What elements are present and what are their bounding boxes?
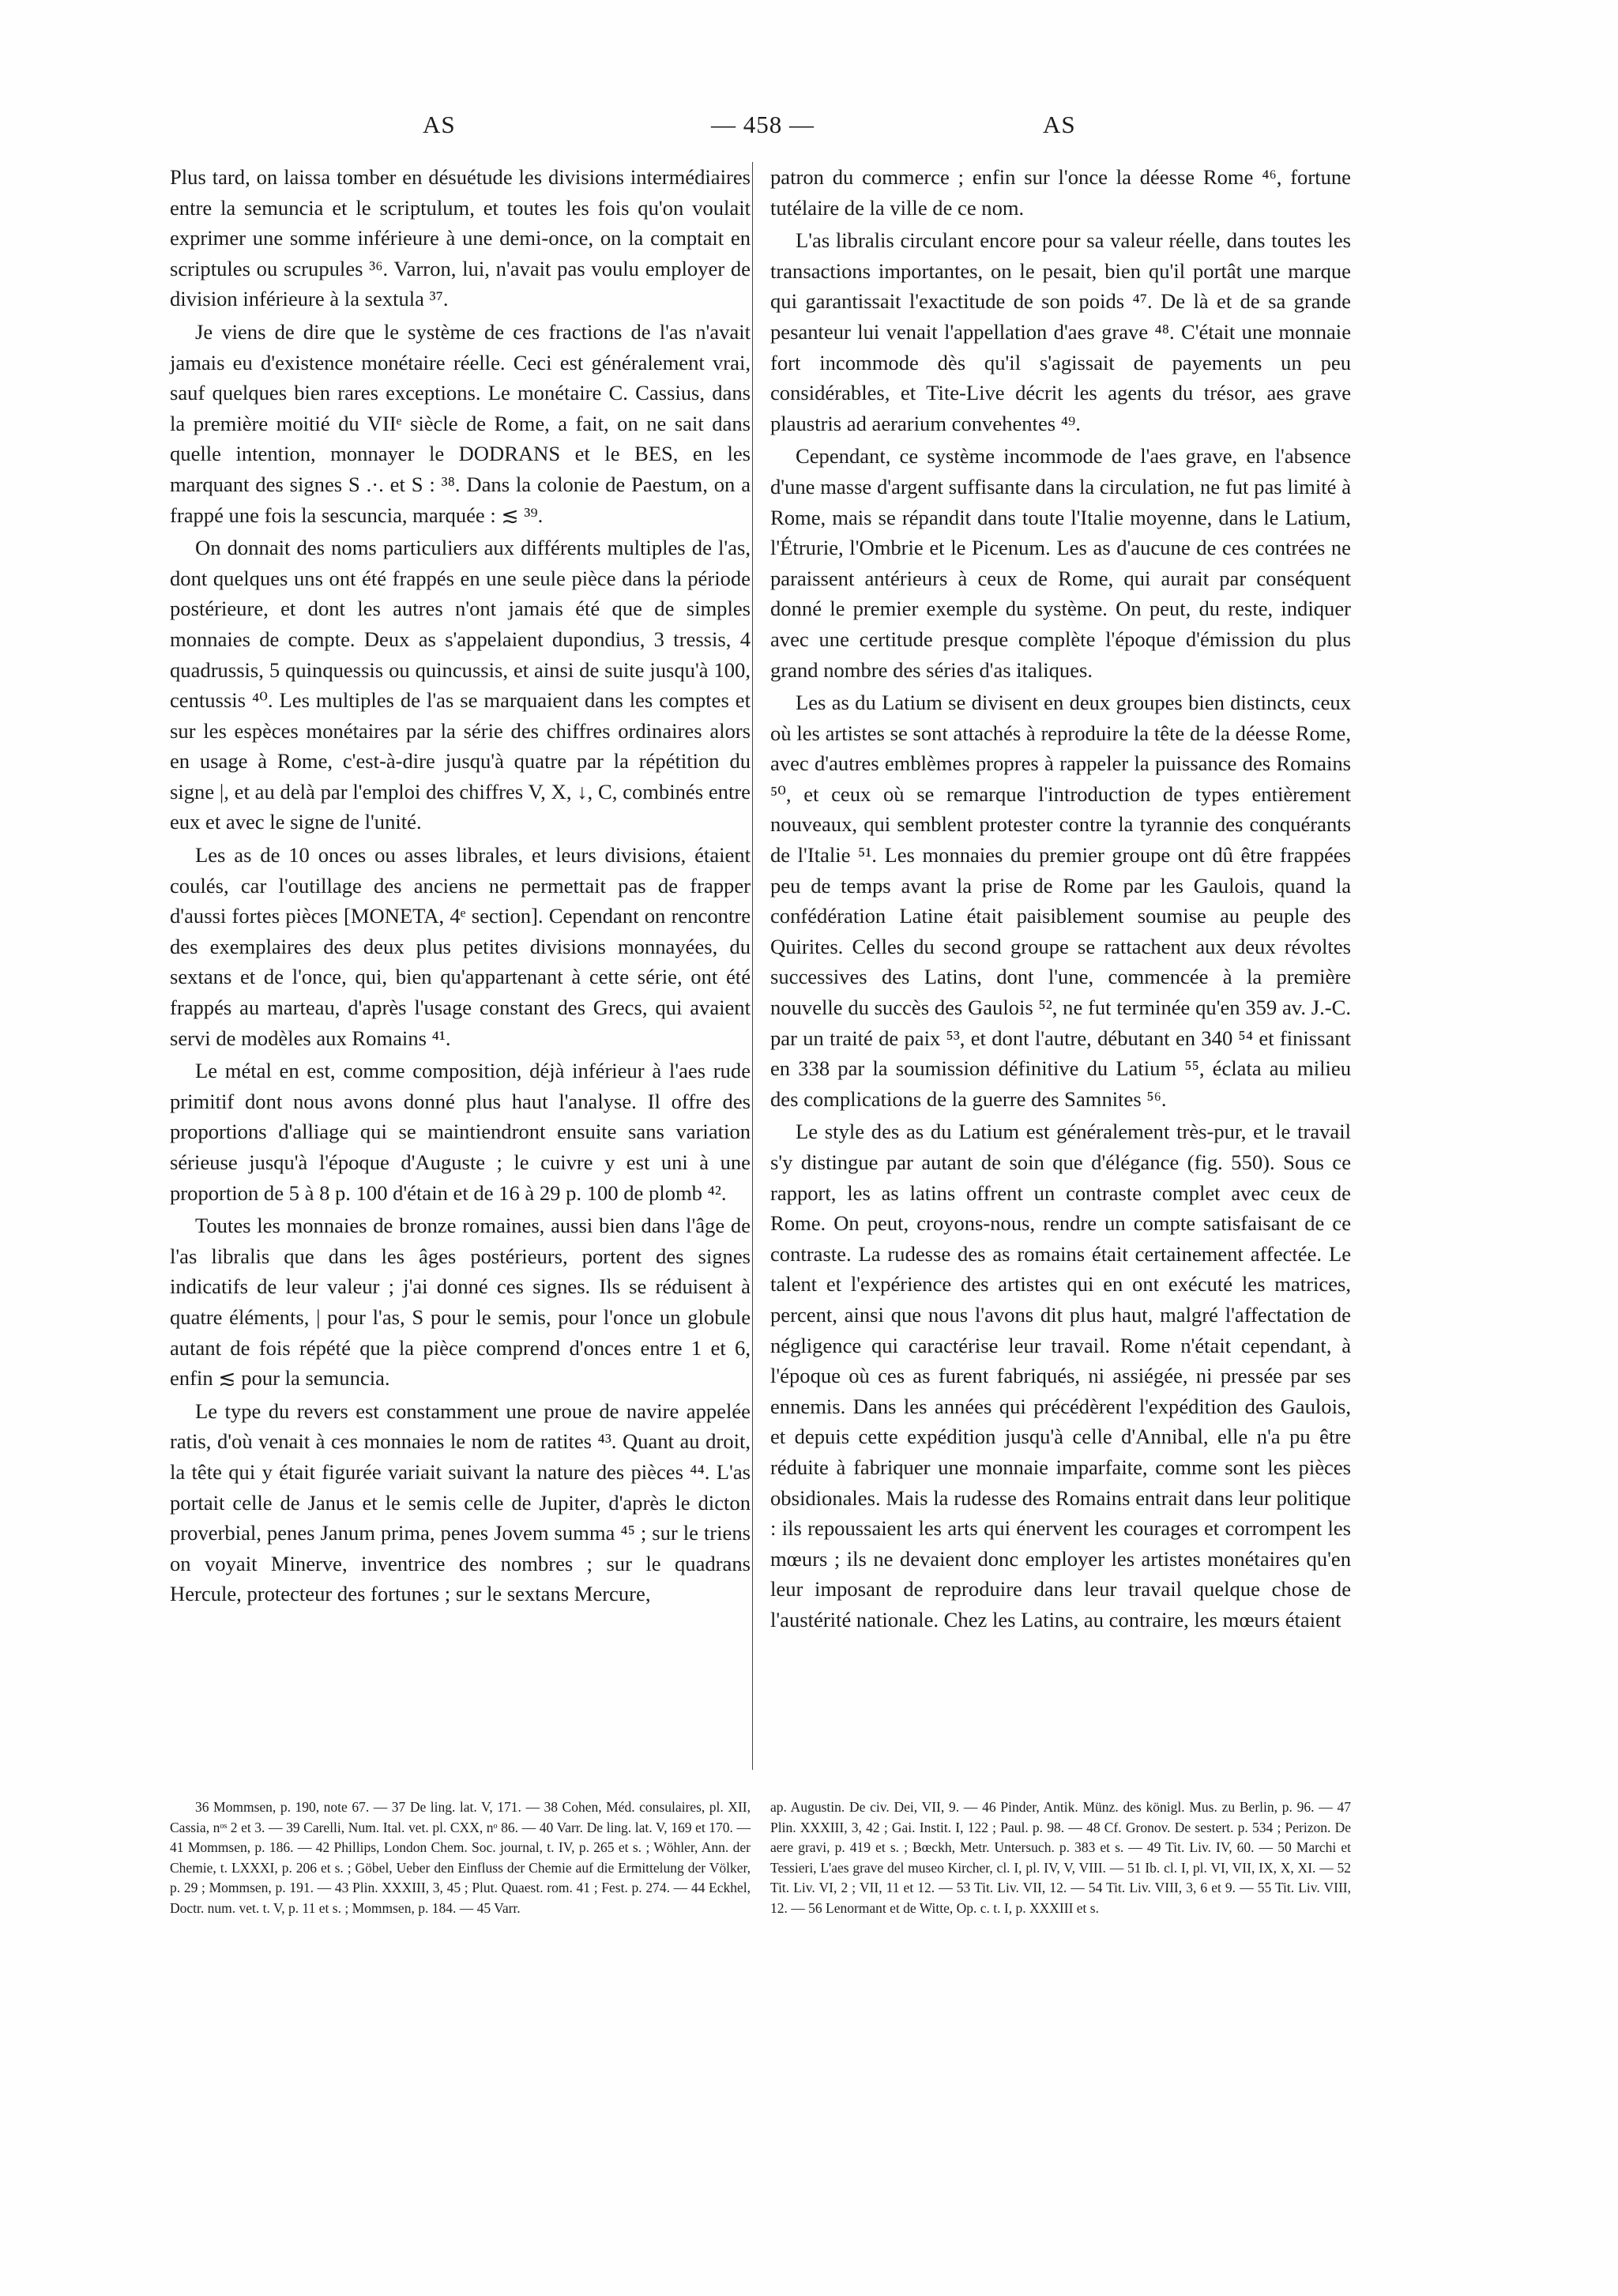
- paragraph: Le type du revers est constamment une proue de navire appelée ratis, d'où venait à ces monnaies le nom de ratites ⁴³. Quant au droit, la tête qui y était figurée variait suivant la nature des pièces ⁴⁴. L'as portait celle de Janus et le semis celle de Jupiter, d'après le dicton proverbial, penes Janum prima, penes Jovem summa ⁴⁵ ; sur le triens on voyait Minerve, inventrice des nombres ; sur le quadrans Hercule, protecteur des fortunes ; sur le sextans Mercure,: [170, 1398, 751, 1606]
- paragraph: Les as de 10 onces ou asses librales, et leurs divisions, étaient coulés, car l'outillage des anciens ne permettait pas de frapper d'aussi fortes pièces [MONETA, 4ᵉ section]. Cependant on rencontre des exemplaires des deux plus petites divisions monnayées, du sextans et de l'once, qui, bien qu'appartenant à cette série, ont été frappés au marteau, d'après l'usage constant des Grecs, qui avaient servi de modèles aux Romains ⁴¹.: [170, 843, 751, 1050]
- running-header: [142, 111, 1351, 150]
- header-left-keyword: AS: [423, 111, 456, 138]
- header-right-keyword: AS: [1043, 111, 1076, 138]
- footnote-block: 36 Mommsen, p. 190, note 67. — 37 De ling. lat. V, 171. — 38 Cohen, Méd. consulaires, pl. XII, Cassia, nᵒˢ 2 et 3. — 39 Carelli, Num. Ital. vet. pl. CXX, nᵒ 86. — 40 Varr. De ling. lat. V, 169 et 170. — 41 Mommsen, p. 186. — 42 Phillips, London Chem. Soc. journal, t. IV, p. 265 et s. ; Wöhler, Ann. der Chemie, t. LXXXI, p. 206 et s. ; Göbel, Ueber den Einfluss der Chemie auf die Ermittelung der Völker, p. 29 ; Mommsen, p. 191. — 43 Plin. XXXIII, 3, 45 ; Plut. Quaest. rom. 41 ; Fest. p. 274. — 44 Eckhel, Doctr. num. vet. t. V, p. 11 et s. ; Mommsen, p. 184. — 45 Varr.: [170, 1799, 751, 1916]
- footnote-block: ap. Augustin. De civ. Dei, VII, 9. — 46 Pinder, Antik. Münz. des königl. Mus. zu Berlin, p. 96. — 47 Plin. XXXIII, 3, 42 ; Gai. Instit. I, 122 ; Paul. p. 98. — 48 Cf. Gronov. De sestert. p. 534 ; Perizon. De aere gravi, p. 419 et s. ; Bœckh, Metr. Untersuch. p. 383 et s. — 49 Tit. Liv. IV, 60. — 50 Marchi et Tessieri, L'aes grave del museo Kircher, cl. I, pl. IV, V, VIII. — 51 Ib. cl. I, pl. VI, VII, IX, X, XI. — 52 Tit. Liv. VI, 2 ; VII, 11 et 12. — 53 Tit. Liv. VII, 12. — 54 Tit. Liv. VIII, 3, 6 et 9. — 55 Tit. Liv. VIII, 12. — 56 Lenormant et de Witte, Op. c. t. I, p. XXXIII et s.: [770, 1799, 1351, 1916]
- footnotes-right: [770, 1797, 1351, 1918]
- paragraph: Le style des as du Latium est généralement très-pur, et le travail s'y distingue par autant de soin que d'élégance (fig. 550). Sous ce rapport, les as latins offrent un contraste complet avec ceux de Rome. On peut, croyons-nous, rendre un compte satisfaisant de ce contraste. La rudesse des as romains était certainement affectée. Le talent et l'expérience des artistes qui en ont exécuté les matrices, percent, ainsi que nous l'avons dit plus haut, malgré l'affectation de négligence qui caractérise leur travail. Rome n'était cependant, à l'époque où ces as furent fabriqués, ni assiégée, ni pressée par ses ennemis. Dans les années qui précédèrent l'expédition des Gaulois, et depuis cette expédition jusqu'à celle d'Annibal, elle n'a pu être réduite à fabriquer une monnaie imparfaite, comme sont les pièces obsidionales. Mais la rudesse des Romains entrait dans leur politique : ils repoussaient les arts qui énervent les courages et corrompent les mœurs ; ils ne devaient donc employer les artistes monétaires qu'en leur imposant de reproduire dans leur travail quelque chose de l'austérité nationale. Chez les Latins, au contraire, les mœurs étaient: [770, 1120, 1351, 1632]
- paragraph: Cependant, ce système incommode de l'aes grave, en l'absence d'une masse d'argent suffisante dans la circulation, ne fut pas limité à Rome, mais se répandit dans toute l'Italie moyenne, dans le Latium, l'Étrurie, l'Ombrie et le Picenum. Les as d'aucune de ces contrées ne paraissent antérieurs à ceux de Rome, qui aurait par conséquent donné le premier exemple du système. On peut, du reste, indiquer avec une certitude presque complète l'époque d'émission du plus grand nombre des séries d'as italiques.: [770, 444, 1351, 682]
- paragraph: Le métal en est, comme composition, déjà inférieur à l'aes rude primitif dont nous avons donné plus haut l'analyse. Il offre des proportions d'alliage qui se maintiendront ensuite sans variation sérieuse jusqu'à l'époque d'Auguste ; le cuivre y est uni à une proportion de 5 à 8 p. 100 d'étain et de 16 à 29 p. 100 de plomb ⁴².: [170, 1059, 751, 1205]
- footnotes-left: [170, 1797, 751, 1918]
- paragraph: On donnait des noms particuliers aux différents multiples de l'as, dont quelques uns ont été frappés en une seule pièce dans la période postérieure, et dont les autres n'ont jamais été que de simples monnaies de compte. Deux as s'appelaient dupondius, 3 tressis, 4 quadrussis, 5 quinquessis ou quincussis, et ainsi de suite jusqu'à 100, centussis ⁴⁰. Les multiples de l'as se marquaient dans les comptes et sur les espèces monétaires par la série des chiffres ordinaires alors en usage à Rome, c'est-à-dire jusqu'à quatre par la répétition du signe |, et au delà par l'emploi des chiffres V, X, ↓, C, combinés entre eux et avec le signe de l'unité.: [170, 536, 751, 834]
- paragraph: Plus tard, on laissa tomber en désuétude les divisions intermédiaires entre la semuncia et le scriptulum, et toutes les fois qu'on voulait exprimer une somme inférieure à une demi-once, on la comptait en scriptules ou scrupules ³⁶. Varron, lui, n'avait pas voulu employer de division inférieure à la sextula ³⁷.: [170, 165, 751, 311]
- right-column: [770, 162, 1351, 1638]
- page-number: — 458 —: [711, 111, 815, 138]
- paragraph: Les as du Latium se divisent en deux groupes bien distincts, ceux où les artistes se sont attachés à reproduire la tête de la déesse Rome, avec d'autres emblèmes propres à rappeler la puissance des Romains ⁵⁰, et ceux où se remarque l'introduction de types entièrement nouveaux, qui semblent protester contre la tyrannie des conquérants de l'Italie ⁵¹. Les monnaies du premier groupe ont dû être frappées peu de temps avant la prise de Rome par les Gaulois, quand la confédération Latine était paisiblement soumise au peuple des Quirites. Celles du second groupe se rattachent aux deux révoltes successives des Latins, dont l'une, commencée à la première nouvelle du succès des Gaulois ⁵², ne fut terminée qu'en 359 av. J.-C. par un traité de paix ⁵³, et dont l'autre, débutant en 340 ⁵⁴ et finissant en 338 par la soumission définitive du Latium ⁵⁵, éclata au milieu des complications de la guerre des Samnites ⁵⁶.: [770, 691, 1351, 1111]
- paragraph: L'as libralis circulant encore pour sa valeur réelle, dans toutes les transactions importantes, on le pesait, bien qu'il portât une marque qui garantissait l'exactitude de son poids ⁴⁷. De là et de sa grande pesanteur lui venait l'appellation d'aes grave ⁴⁸. C'était une monnaie fort incommode dès qu'il s'agissait de payements un peu considérables, et Tite-Live décrit les agents du trésor, aes grave plaustris ad aerarium convehentes ⁴⁹.: [770, 228, 1351, 435]
- column-divider: [752, 162, 753, 1770]
- left-column: [170, 162, 751, 1612]
- paragraph: Toutes les monnaies de bronze romaines, aussi bien dans l'âge de l'as libralis que dans les âges postérieurs, portent des signes indicatifs de leur valeur ; j'ai donné ces signes. Ils se réduisent à quatre éléments, | pour l'as, S pour le semis, pour l'once un globule autant de fois répété que la pièce comprend d'onces entre 1 et 6, enfin ≲ pour la semuncia.: [170, 1214, 751, 1391]
- paragraph: Je viens de dire que le système de ces fractions de l'as n'avait jamais eu d'existence monétaire réelle. Ceci est généralement vrai, sauf quelques bien rares exceptions. Le monétaire C. Cassius, dans la première moitié du VIIᵉ siècle de Rome, a fait, on ne sait dans quelle intention, monnayer le DODRANS et le BES, en les marquant des signes S .·. et S : ³⁸. Dans la colonie de Paestum, on a frappé une fois la sescuncia, marquée : ≲ ³⁹.: [170, 319, 751, 527]
- paragraph: patron du commerce ; enfin sur l'once la déesse Rome ⁴⁶, fortune tutélaire de la ville de ce nom.: [770, 165, 1351, 220]
